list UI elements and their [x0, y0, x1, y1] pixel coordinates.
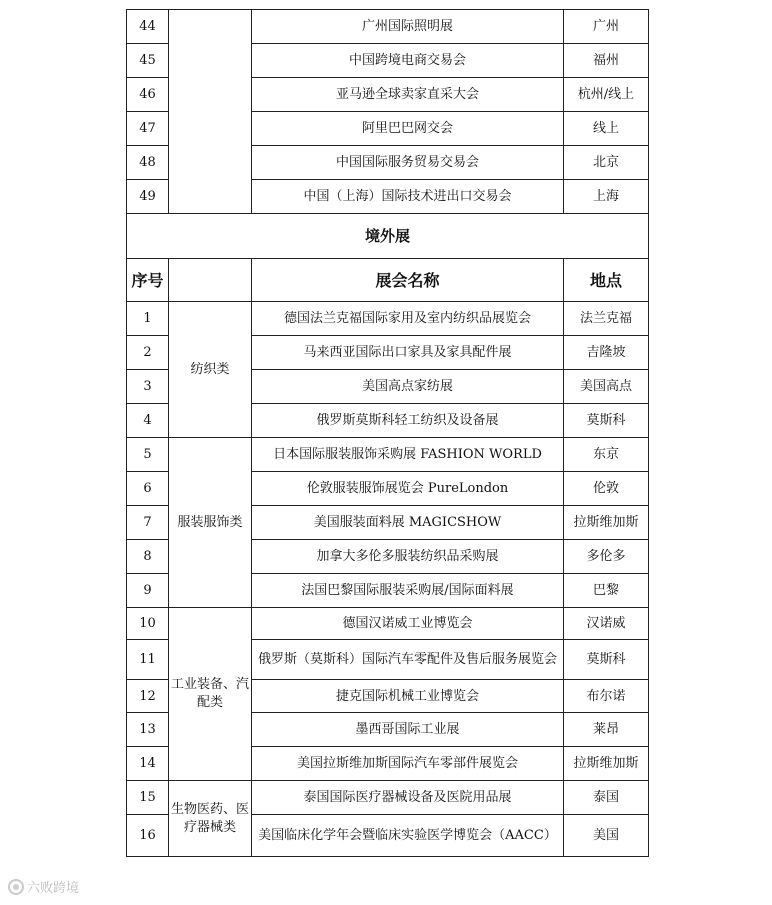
- category-cell: 服装服饰类: [169, 438, 252, 608]
- exhibition-name: 日本国际服装服饰采购展 FASHION WORLD: [252, 438, 564, 472]
- exhibition-name: 马来西亚国际出口家具及家具配件展: [252, 336, 564, 370]
- row-number: 47: [127, 112, 169, 146]
- row-number: 45: [127, 44, 169, 78]
- exhibition-place: 伦敦: [564, 472, 649, 506]
- table-row: [127, 438, 649, 472]
- section-title: 境外展: [127, 214, 649, 259]
- exhibition-place: 汉诺威: [564, 608, 649, 640]
- exhibition-place: 东京: [564, 438, 649, 472]
- row-number: 1: [127, 302, 169, 336]
- exhibition-place: 拉斯维加斯: [564, 506, 649, 540]
- header-place: 地点: [564, 259, 649, 302]
- row-number: 4: [127, 404, 169, 438]
- exhibition-table: [126, 9, 649, 857]
- exhibition-place: 北京: [564, 146, 649, 180]
- exhibition-name: 墨西哥国际工业展: [252, 713, 564, 747]
- header-number: 序号: [127, 259, 169, 302]
- exhibition-name: 加拿大多伦多服装纺织品采购展: [252, 540, 564, 574]
- row-number: 6: [127, 472, 169, 506]
- row-number: 9: [127, 574, 169, 608]
- table-row: [127, 608, 649, 640]
- exhibition-name: 俄罗斯莫斯科轻工纺织及设备展: [252, 404, 564, 438]
- exhibition-place: 法兰克福: [564, 302, 649, 336]
- row-number: 10: [127, 608, 169, 640]
- exhibition-place: 线上: [564, 112, 649, 146]
- row-number: 14: [127, 747, 169, 781]
- row-number: 3: [127, 370, 169, 404]
- row-number: 5: [127, 438, 169, 472]
- row-number: 2: [127, 336, 169, 370]
- exhibition-place: 美国: [564, 815, 649, 857]
- category-cell: 工业装备、汽配类: [169, 608, 252, 781]
- exhibition-name: 中国（上海）国际技术进出口交易会: [252, 180, 564, 214]
- watermark: [8, 877, 79, 896]
- exhibition-name: 俄罗斯（莫斯科）国际汽车零配件及售后服务展览会: [252, 640, 564, 680]
- header-row: [127, 259, 649, 302]
- exhibition-name: 捷克国际机械工业博览会: [252, 680, 564, 713]
- exhibition-place: 泰国: [564, 781, 649, 815]
- exhibition-name: 广州国际照明展: [252, 10, 564, 44]
- watermark-text: 六败跨境: [27, 881, 80, 896]
- exhibition-name: 德国法兰克福国际家用及室内纺织品展览会: [252, 302, 564, 336]
- row-number: 44: [127, 10, 169, 44]
- exhibition-name: 亚马逊全球卖家直采大会: [252, 78, 564, 112]
- row-number: 15: [127, 781, 169, 815]
- table-row: [127, 781, 649, 815]
- exhibition-place: 莫斯科: [564, 640, 649, 680]
- header-category: [169, 259, 252, 302]
- exhibition-place: 吉隆坡: [564, 336, 649, 370]
- table-row: [127, 302, 649, 336]
- exhibition-name: 泰国国际医疗器械设备及医院用品展: [252, 781, 564, 815]
- exhibition-name: 阿里巴巴网交会: [252, 112, 564, 146]
- exhibition-name: 中国跨境电商交易会: [252, 44, 564, 78]
- exhibition-place: 莫斯科: [564, 404, 649, 438]
- row-number: 12: [127, 680, 169, 713]
- row-number: 11: [127, 640, 169, 680]
- exhibition-place: 布尔诺: [564, 680, 649, 713]
- exhibition-name: 美国临床化学年会暨临床实验医学博览会（AACC）: [252, 815, 564, 857]
- section-row: [127, 214, 649, 259]
- exhibition-name: 德国汉诺威工业博览会: [252, 608, 564, 640]
- category-cell: 生物医药、医疗器械类: [169, 781, 252, 857]
- exhibition-place: 巴黎: [564, 574, 649, 608]
- exhibition-place: 广州: [564, 10, 649, 44]
- exhibition-name: 伦敦服装服饰展览会 PureLondon: [252, 472, 564, 506]
- exhibition-place: 杭州/线上: [564, 78, 649, 112]
- exhibition-place: 上海: [564, 180, 649, 214]
- row-number: 8: [127, 540, 169, 574]
- exhibition-place: 福州: [564, 44, 649, 78]
- exhibition-place: 莱昂: [564, 713, 649, 747]
- exhibition-place: 美国高点: [564, 370, 649, 404]
- row-number: 46: [127, 78, 169, 112]
- row-number: 7: [127, 506, 169, 540]
- row-number: 48: [127, 146, 169, 180]
- exhibition-name: 法国巴黎国际服装采购展/国际面料展: [252, 574, 564, 608]
- exhibition-place: 多伦多: [564, 540, 649, 574]
- exhibition-name: 美国服装面料展 MAGICSHOW: [252, 506, 564, 540]
- category-cell: 纺织类: [169, 302, 252, 438]
- exhibition-name: 中国国际服务贸易交易会: [252, 146, 564, 180]
- exhibition-name: 美国高点家纺展: [252, 370, 564, 404]
- circle-logo-icon: [8, 879, 24, 895]
- header-name: 展会名称: [252, 259, 564, 302]
- row-number: 16: [127, 815, 169, 857]
- table-row: [127, 10, 649, 44]
- row-number: 49: [127, 180, 169, 214]
- row-number: 13: [127, 713, 169, 747]
- exhibition-place: 拉斯维加斯: [564, 747, 649, 781]
- exhibition-name: 美国拉斯维加斯国际汽车零部件展览会: [252, 747, 564, 781]
- category-cell: [169, 10, 252, 214]
